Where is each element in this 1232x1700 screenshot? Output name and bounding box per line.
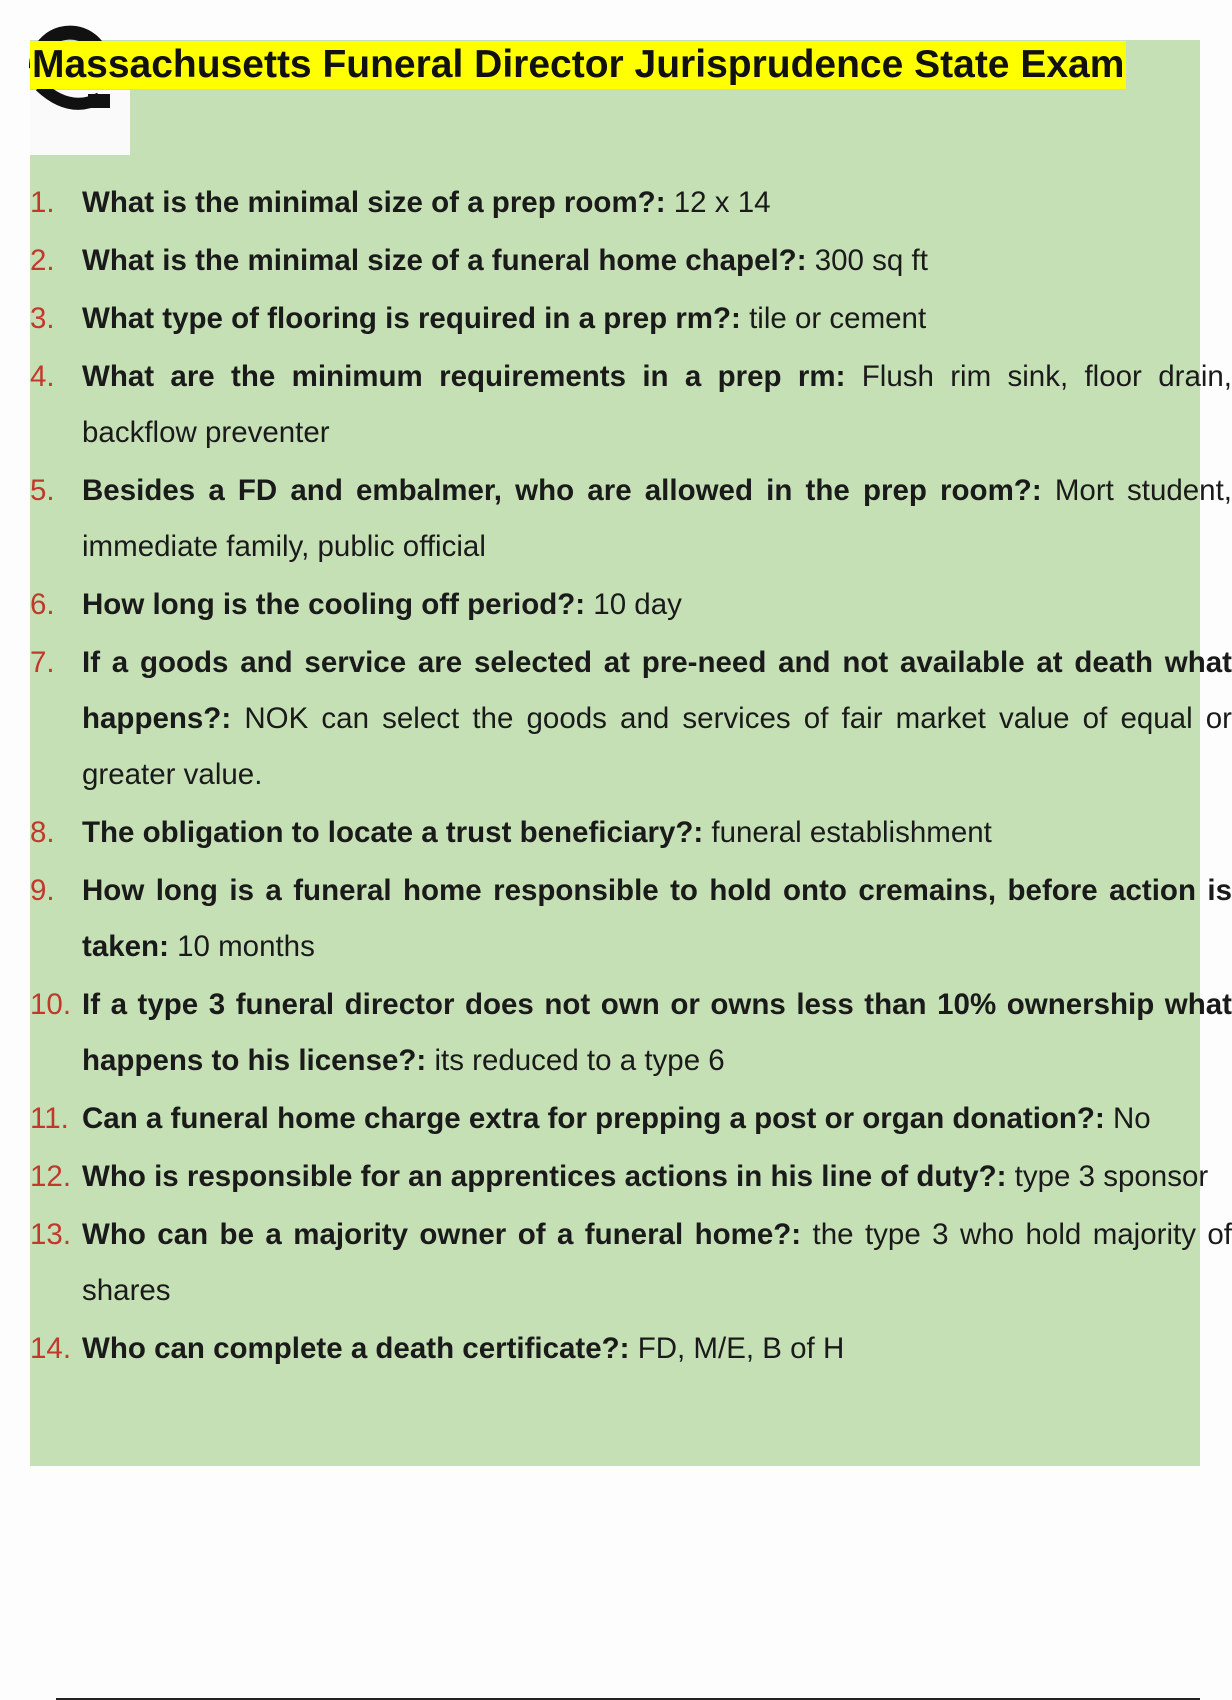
question-item	[30, 977, 1232, 1089]
question-number: 14.	[30, 1332, 72, 1365]
question-item	[30, 463, 1232, 575]
answer-text: tile or cement	[749, 302, 927, 335]
question-body	[82, 1321, 1232, 1377]
question-number: 11.	[30, 1102, 69, 1135]
question-number: 1.	[30, 186, 55, 219]
answer-text: 300 sq ft	[814, 244, 928, 277]
question-text: What is the minimal size of a prep room?:	[82, 186, 666, 219]
question-number: 8.	[30, 816, 55, 849]
question-item	[30, 1091, 1200, 1147]
answer-text: 10 day	[593, 588, 682, 621]
question-text: Can a funeral home charge extra for prepping a post or organ donation?:	[82, 1102, 1105, 1135]
question-body	[82, 635, 1232, 803]
question-body	[82, 1207, 1232, 1319]
question-item	[30, 1207, 1232, 1319]
question-text: Who can be a majority owner of a funeral home?:	[82, 1218, 802, 1251]
question-body	[82, 863, 1232, 975]
answer-text: FD, M/E, B of H	[637, 1332, 845, 1365]
question-number: 5.	[30, 474, 55, 507]
answer-text: the type 3 who hold majority of shares	[82, 1218, 1232, 1307]
question-text: What type of flooring is required in a prep rm?:	[82, 302, 741, 335]
question-text: What is the minimal size of a funeral home chapel?:	[82, 244, 807, 277]
question-body	[82, 175, 1232, 231]
question-number: 4.	[30, 360, 55, 393]
question-text: Besides a FD and embalmer, who are allowed in the prep room?:	[82, 474, 1042, 507]
answer-text: funeral establishment	[711, 816, 992, 849]
question-item	[30, 349, 1232, 461]
answer-text: NOK can select the goods and services of fair market value of equal or greater value.	[82, 702, 1232, 791]
question-body	[82, 1091, 1232, 1147]
title-highlight	[30, 41, 1126, 89]
question-item	[30, 175, 1200, 231]
question-item	[30, 635, 1232, 803]
question-list	[30, 175, 1232, 1379]
question-number: 9.	[30, 874, 55, 907]
question-text: Who can complete a death certificate?:	[82, 1332, 630, 1365]
question-item	[30, 233, 1200, 289]
question-text: If a goods and service are selected at pre-need and not available at death what happens?:	[82, 646, 1232, 735]
question-item	[30, 291, 1200, 347]
question-number: 10.	[30, 988, 72, 1021]
question-number: 13.	[30, 1218, 72, 1251]
question-body	[82, 977, 1232, 1089]
question-number: 3.	[30, 302, 55, 335]
question-body	[82, 291, 1232, 347]
question-body	[82, 349, 1232, 461]
answer-text: its reduced to a type 6	[434, 1044, 725, 1077]
question-body	[82, 463, 1232, 575]
answer-text: 10 months	[177, 930, 315, 963]
answer-text: Flush rim sink, floor drain, backflow preventer	[82, 360, 1232, 449]
question-item	[30, 1149, 1209, 1205]
question-text: Who is responsible for an apprentices actions in his line of duty?:	[82, 1160, 1007, 1193]
answer-text: Mort student, immediate family, public official	[82, 474, 1232, 563]
question-item	[30, 863, 1232, 975]
question-text: The obligation to locate a trust beneficiary?:	[82, 816, 704, 849]
question-item	[30, 1321, 1200, 1377]
question-body	[82, 805, 1232, 861]
answer-text: type 3 sponsor	[1014, 1160, 1209, 1193]
question-body	[82, 233, 1232, 289]
page-title: Massachusetts Funeral Director Jurisprudence State Exam	[32, 43, 1125, 86]
question-item	[30, 577, 1200, 633]
question-number: 2.	[30, 244, 55, 277]
question-text: If a type 3 funeral director does not own or owns less than 10% ownership what happens to his license?:	[82, 988, 1232, 1077]
question-number: 7.	[30, 646, 55, 679]
question-text: What are the minimum requirements in a prep rm:	[82, 360, 846, 393]
answer-text: 12 x 14	[673, 186, 771, 219]
answer-text: No	[1112, 1102, 1151, 1135]
question-number: 6.	[30, 588, 55, 621]
question-number: 12.	[30, 1160, 72, 1193]
question-text: How long is a funeral home responsible to hold onto cremains, before action is taken:	[82, 874, 1232, 963]
question-item	[30, 805, 1200, 861]
question-body	[82, 1149, 1232, 1205]
question-text: How long is the cooling off period?:	[82, 588, 586, 621]
question-body	[82, 577, 1232, 633]
